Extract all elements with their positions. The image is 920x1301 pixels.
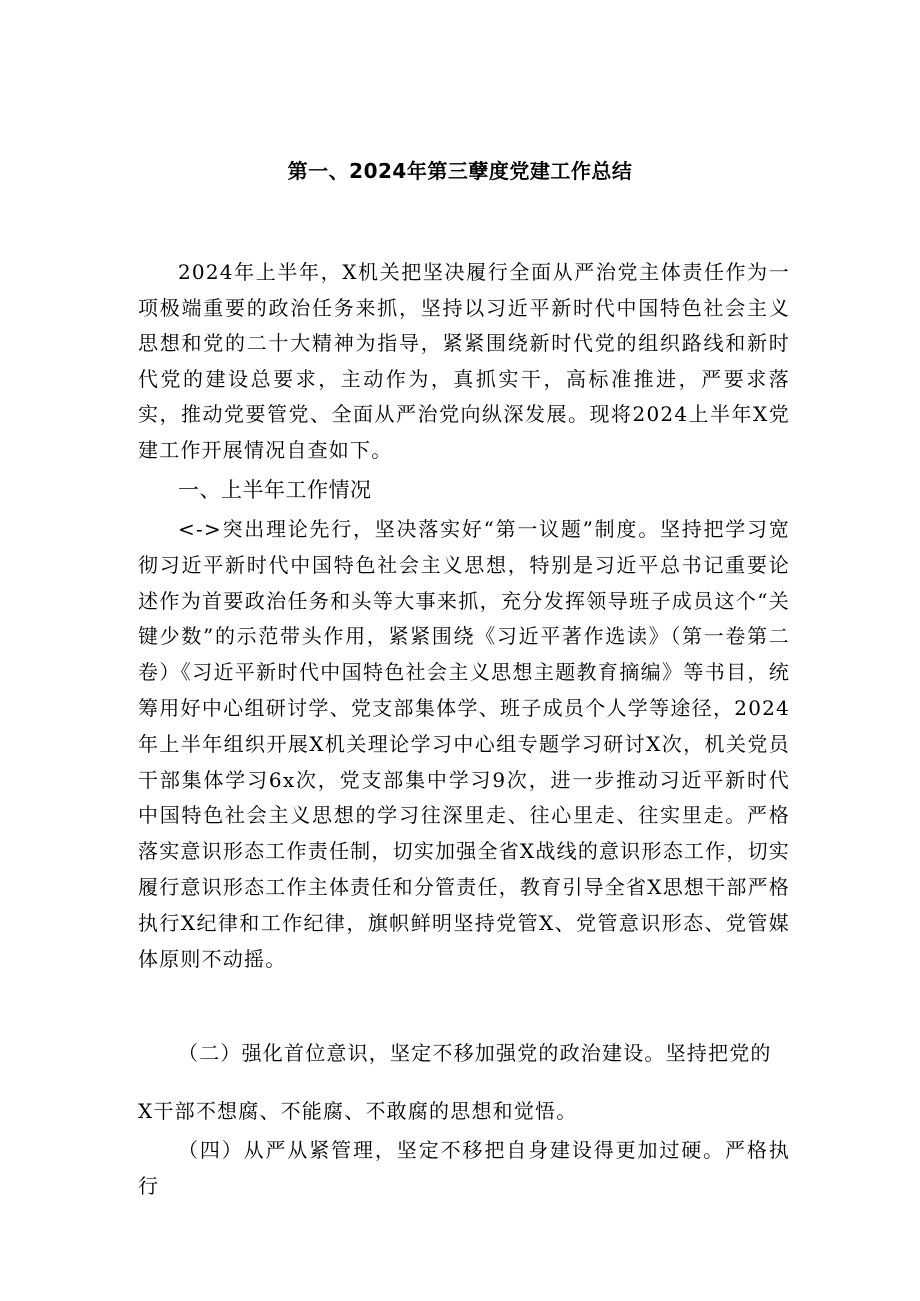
section-paragraph-2-line-2: X干部不想腐、不能腐、不敢腐的思想和觉悟。 [138, 1099, 578, 1123]
section-paragraph-2-line-1: （二）强化首位意识，坚定不移加强党的政治建设。坚持把党的 [178, 1041, 772, 1065]
document-title: 第一、2024年第三孽度党建工作总结 [287, 159, 633, 183]
section-paragraph-3: （四）从严从紧管理，坚定不移把自身建设得更加过硬。严格执行 [138, 1138, 790, 1198]
section-paragraph-1: <->突出理论先行，坚决落实好“第一议题”制度。坚持把学习宽彻习近平新时代中国特色社会主义思想，特别是习近平总书记重要论述作为首要政治任务和头等大事来抓，充分发挥领导班子成员这个“关键少数”的示范带头作用，紧紧围绕《习近平著作选读》（第一卷第二卷）《习近平新时代中国特色社会主义思想主题教育摘编》等书目，统筹用好中心组研讨学、党支部集体学、班子成员个人学等途径，2024年上半年组织开展X机关理论学习中心组专题学习研讨X次，机关党员干部集体学习6x次，党支部集中学习9次，进一步推动习近平新时代中国特色社会主义思想的学习往深里走、往心里走、往实里走。严格落实意识形态工作责任制，切实加强全省X战线的意识形态工作，切实履行意识形态工作主体责任和分管责任，教育引导全省X思想干部严格执行X纪律和工作纪律，旗帜鲜明坚持党管X、党管意识形态、党管媒体原则不动摇。 [138, 517, 790, 971]
section-heading: 一、上半年工作情况 [178, 478, 372, 502]
intro-paragraph: 2024年上半年，X机关把坚决履行全面从严治党主体责任作为一项极端重要的政治任务来抓，坚持以习近平新时代中国特色社会主义思想和党的二十大精神为指导，紧紧围绕新时代党的组织路线和新时代党的建设总要求，主动作为，真抓实干，高标准推进，严要求落实，推动党要管党、全面从严治党向纵深发展。现将2024上半年X党建工作开展情况自查如下。 [138, 260, 790, 462]
